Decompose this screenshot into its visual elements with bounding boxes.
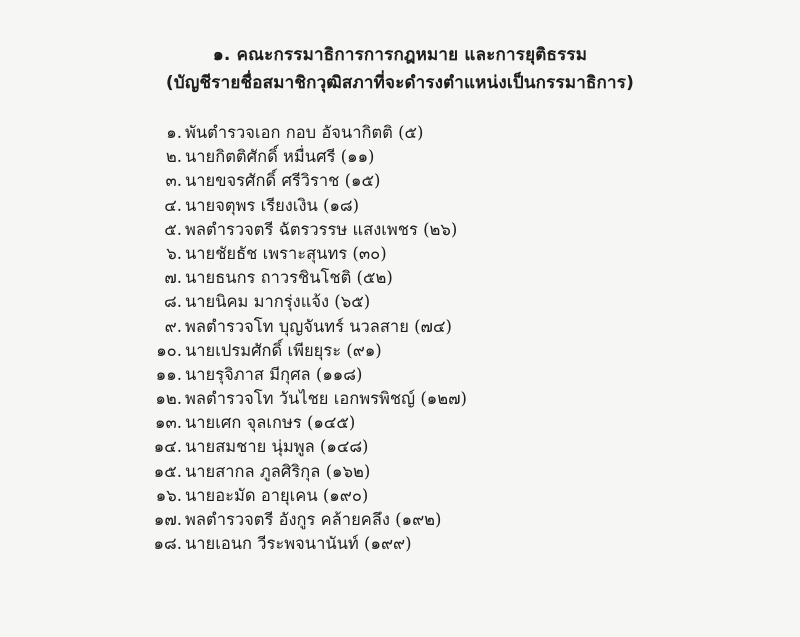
member-name: นายจตุพร เรียงเงิน (๑๘) — [185, 195, 360, 215]
member-number: ๑๘. — [153, 534, 182, 554]
member-number: ๑๓. — [155, 413, 182, 433]
list-item — [0, 387, 800, 411]
member-name: นายสมชาย นุ่มพูล (๑๔๘) — [185, 437, 369, 457]
member-number: ๑๖. — [155, 485, 182, 505]
member-name: นายสากล ภูลศิริกุล (๑๖๒) — [185, 461, 371, 481]
document-title: ๑. คณะกรรมาธิการการกฎหมาย และการยุติธรรม — [212, 45, 588, 65]
member-name: นายธนกร ถาวรชินโชติ (๕๒) — [185, 268, 393, 288]
member-number: ๘. — [164, 292, 182, 312]
member-number: ๑๔. — [153, 437, 182, 457]
list-item — [0, 532, 800, 556]
member-name: นายเปรมศักดิ์ เพียยุระ (๙๑) — [185, 340, 382, 360]
list-item — [0, 242, 800, 266]
list-item — [0, 460, 800, 484]
member-number: ๑๕. — [153, 461, 182, 481]
list-item — [0, 145, 800, 169]
member-number: ๑๗. — [153, 510, 182, 529]
member-number: ๕. — [164, 219, 182, 239]
member-name: พลตำรวจตรี ฉัตรวรรษ แสงเพชร (๒๖) — [185, 219, 458, 239]
member-list — [0, 121, 800, 556]
member-name: นายเอนก วีระพจนานันท์ (๑๙๙) — [185, 534, 412, 554]
list-item — [0, 411, 800, 435]
list-item — [0, 363, 800, 387]
document-subtitle: (บัญชีรายชื่อสมาชิกวุฒิสภาที่จะดำรงตำแหน่งเป็นกรรมาธิการ) — [165, 73, 635, 93]
list-item — [0, 435, 800, 459]
member-name: นายรุจิภาส มีกุศล (๑๑๘) — [185, 364, 363, 384]
member-name: นายกิตติศักดิ์ หมื่นศรี (๑๑) — [185, 147, 375, 167]
list-item — [0, 169, 800, 193]
member-number: ๒. — [165, 147, 182, 167]
member-name: นายชัยธัช เพราะสุนทร (๓๐) — [185, 243, 387, 263]
member-number: ๗. — [164, 268, 182, 288]
member-name: นายนิคม มากรุ่งแจ้ง (๖๕) — [185, 292, 371, 312]
list-item — [0, 290, 800, 314]
member-number: ๑๑. — [155, 364, 182, 384]
member-number: ๖. — [166, 243, 182, 263]
list-item — [0, 194, 800, 218]
list-item — [0, 218, 800, 242]
member-number: ๑๐. — [156, 340, 182, 360]
list-item — [0, 315, 800, 339]
list-item — [0, 484, 800, 508]
list-item — [0, 508, 800, 532]
member-name: พลตำรวจโท วันไชย เอกพรพิชญ์ (๑๒๗) — [185, 389, 467, 409]
member-name: พลตำรวจตรี อังกูร คล้ายคลึง (๑๙๒) — [185, 510, 442, 529]
member-number: ๑๒. — [155, 389, 182, 409]
member-name: พลตำรวจโท บุญจันทร์ นวลสาย (๗๔) — [185, 316, 452, 336]
list-item — [0, 121, 800, 145]
member-name: พันตำรวจเอก กอบ อัจนากิตติ (๕) — [185, 123, 424, 142]
member-name: นายเศก จุลเกษร (๑๔๕) — [185, 413, 356, 433]
member-name: นายขจรศักดิ์ ศรีวิราช (๑๕) — [185, 171, 381, 191]
list-item — [0, 339, 800, 363]
member-number: ๓. — [165, 171, 182, 191]
member-number: ๑. — [166, 123, 182, 142]
list-item — [0, 266, 800, 290]
member-number: ๔. — [164, 195, 182, 215]
member-number: ๙. — [164, 316, 182, 336]
member-name: นายอะมัด อายุเคน (๑๙๐) — [185, 485, 369, 505]
